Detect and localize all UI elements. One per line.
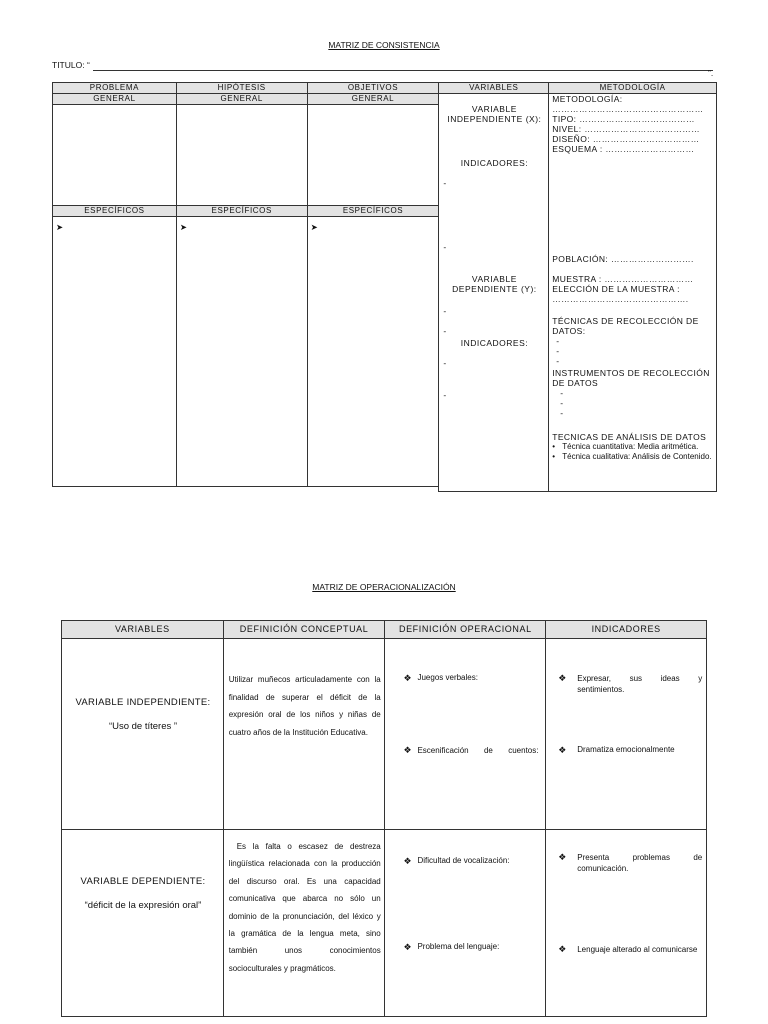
especificos-objetivos: ESPECÍFICOS	[307, 206, 439, 217]
metodologia-column	[549, 94, 717, 492]
vi-label: VARIABLE INDEPENDIENTE (X):	[447, 104, 542, 124]
dash-5: -	[443, 358, 447, 368]
problema-general-cell	[53, 105, 177, 206]
indicadores-2-cell	[546, 830, 707, 1017]
op-dificultad-vocalizacion: Dificultad de vocalización:	[417, 856, 510, 865]
metodologia-dots: ……………………………………………	[552, 104, 704, 114]
esquema-field: ESQUEMA : …………………………	[552, 144, 695, 154]
header-problema: PROBLEMA	[53, 83, 177, 94]
diamond-bullet-icon: ❖	[403, 942, 412, 952]
header-indicadores: INDICADORES	[546, 621, 707, 639]
ind1-label: INDICADORES:	[460, 158, 529, 168]
muestra-field: MUESTRA : …………………………	[552, 274, 694, 284]
tecnica-cuantitativa: Técnica cuantitativa: Media aritmética.	[562, 442, 699, 451]
poblacion-field: POBLACIÓN: ……………………….	[552, 254, 694, 264]
tecnicas-dash-2: -	[556, 346, 560, 356]
conceptual-2-text: Es la falta o escasez de destreza lingüística relacionada con la producción del discurso oral. Es una capacidad comunicativa que abarca no sólo un dominio de la pronunciación, del léxico y la gramática de la lengua meta, sino también unos conocimientos socioculturales y pragmáticos.	[228, 842, 381, 973]
header-definicion-conceptual: DEFINICIÓN CONCEPTUAL	[223, 621, 385, 639]
titulo-close: ”.	[708, 68, 714, 78]
problema-especificos-cell	[53, 217, 177, 487]
conceptual-1-cell	[223, 639, 385, 830]
op-juegos-verbales: Juegos verbales:	[417, 673, 478, 682]
arrow-icon: ➤	[179, 222, 187, 232]
ind-expresar: Expresar, sus ideas y sentimientos.	[577, 674, 703, 694]
tipo-field: TIPO: …………………………………	[552, 114, 695, 124]
diamond-bullet-icon: ❖	[403, 745, 412, 755]
metodologia-label: METODOLOGÍA:	[552, 94, 623, 104]
titulo-line	[93, 70, 713, 71]
op-escenificacion: Escenificación de cuentos:	[417, 746, 539, 755]
operationalization-matrix	[61, 620, 707, 1017]
general-problema: GENERAL	[53, 94, 177, 105]
nivel-field: NIVEL: …………………………………	[552, 124, 701, 134]
tecnicas-dash-3: -	[556, 356, 560, 366]
especificos-problema: ESPECÍFICOS	[53, 206, 177, 217]
eleccion-field: ELECCIÓN DE LA MUESTRA :	[552, 284, 680, 294]
objetivos-especificos-cell	[307, 217, 439, 487]
analisis-label: TECNICAS DE ANÁLISIS DE DATOS	[552, 432, 707, 442]
variable-dependiente-cell	[62, 830, 224, 1017]
bullet-2: •	[552, 452, 556, 461]
ind-lenguaje-alterado: Lenguaje alterado al comunicarse	[577, 945, 698, 954]
operacionalizacion-title: MATRIZ DE OPERACIONALIZACIÓN	[312, 582, 456, 592]
instrumentos-dash-2: -	[560, 398, 564, 408]
tecnicas-dash-1: -	[556, 336, 560, 346]
vd-label: VARIABLE DEPENDIENTE (Y):	[452, 274, 537, 294]
arrow-icon: ➤	[56, 222, 64, 232]
objetivos-general-cell	[307, 105, 439, 206]
ind-presenta-problemas: Presenta problemas de comunicación.	[577, 853, 703, 873]
dash-1: -	[443, 178, 447, 188]
instrumentos-dash-1: -	[560, 388, 564, 398]
ind2-label: INDICADORES:	[460, 338, 529, 348]
variable-independiente-cell	[62, 639, 224, 830]
diamond-bullet-icon: ❖	[558, 944, 567, 954]
header-definicion-operacional: DEFINICIÓN OPERACIONAL	[385, 621, 546, 639]
especificos-hipotesis: ESPECÍFICOS	[176, 206, 307, 217]
dash-3: -	[443, 306, 447, 316]
indicadores-1-cell	[546, 639, 707, 830]
diamond-bullet-icon: ❖	[558, 673, 567, 683]
header-variables: VARIABLES	[439, 83, 549, 94]
conceptual-1-text: Utilizar muñecos articuladamente con la finalidad de superar el déficit de la expresión oral de los niños y niñas de cuatro años de la Institución Educativa.	[228, 675, 381, 737]
operacional-1-cell	[385, 639, 546, 830]
operacional-2-cell	[385, 830, 546, 1017]
general-objetivos: GENERAL	[307, 94, 439, 105]
dash-4: -	[443, 326, 447, 336]
diamond-bullet-icon: ❖	[403, 856, 412, 866]
consistencia-title: MATRIZ DE CONSISTENCIA	[328, 40, 440, 50]
arrow-icon: ➤	[310, 222, 318, 232]
titulo-label: TITULO: “	[52, 60, 90, 70]
var-independiente-label: VARIABLE INDEPENDIENTE:	[75, 697, 211, 708]
variables-column	[439, 94, 549, 492]
dash-2: -	[443, 242, 447, 252]
bullet-1: •	[552, 442, 556, 451]
hipotesis-general-cell	[176, 105, 307, 206]
instrumentos-dash-3: -	[560, 408, 564, 418]
dash-6: -	[443, 390, 447, 400]
instrumentos-label: INSTRUMENTOS DE RECOLECCIÓN DE DATOS	[552, 368, 710, 388]
op-problema-lenguaje: Problema del lenguaje:	[417, 942, 500, 951]
header-metodologia: METODOLOGÍA	[549, 83, 717, 94]
diseno-field: DISEÑO: ………………………………	[552, 134, 700, 144]
header-hipotesis: HIPÓTESIS	[176, 83, 307, 94]
var-dependiente-name: “déficit de la expresión oral”	[84, 900, 202, 911]
diamond-bullet-icon: ❖	[403, 673, 412, 683]
tecnicas-label: TÉCNICAS DE RECOLECCIÓN DE DATOS:	[552, 316, 699, 336]
var-dependiente-label: VARIABLE DEPENDIENTE:	[80, 876, 206, 887]
general-hipotesis: GENERAL	[176, 94, 307, 105]
hipotesis-especificos-cell	[176, 217, 307, 487]
consistency-matrix	[52, 82, 717, 492]
diamond-bullet-icon: ❖	[558, 745, 567, 755]
header-objetivos: OBJETIVOS	[307, 83, 439, 94]
conceptual-2-cell	[223, 830, 385, 1017]
ind-dramatiza: Dramatiza emocionalmente	[577, 745, 675, 754]
tecnica-cualitativa: Técnica cualitativa: Análisis de Contenido.	[562, 452, 712, 461]
diamond-bullet-icon: ❖	[558, 852, 567, 862]
var-independiente-name: “Uso de títeres ”	[108, 721, 178, 732]
header-variables: VARIABLES	[62, 621, 224, 639]
eleccion-dots: ……………………………………….	[552, 294, 689, 304]
